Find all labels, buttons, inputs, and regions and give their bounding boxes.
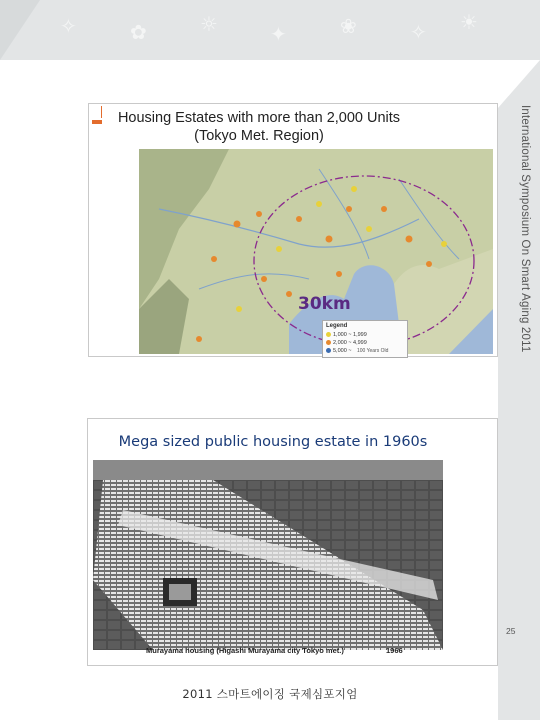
accent-tick [101,106,102,118]
map-marker [346,206,352,212]
distance-label: 30km [298,294,351,314]
decorative-icon: ✧ [410,20,427,44]
side-title: International Symposium On Smart Aging 2011 [519,105,531,353]
band-notch [498,60,540,108]
footer-title: 2011 스마트에이징 국제심포지엄 [182,687,358,701]
decorative-icon: ☀ [460,10,478,34]
map-marker [256,211,262,217]
map-marker [286,291,292,297]
map-panel [88,103,498,357]
map-marker [261,276,267,282]
map-legend [322,320,408,358]
photo-title: Mega sized public housing estate in 1960s [118,434,428,450]
page-number: 25 [506,626,516,636]
legend-row: 5,000 ~ [326,348,352,354]
photo-plaza-inner [169,584,191,600]
legend-dot-icon [326,340,331,345]
map-marker [316,201,322,207]
photo-panel [87,418,498,666]
map-marker [351,186,357,192]
top-band [0,0,540,60]
decorative-icon: ❀ [340,14,357,38]
legend-title: Legend [326,323,348,329]
map-marker [196,336,202,342]
photo-horizon [93,460,443,480]
aerial-photo [93,460,443,650]
map-marker [406,236,413,243]
legend-note: 100 Years Old [357,348,389,354]
map-marker [211,256,217,262]
map-marker [381,206,387,212]
legend-dot-icon [326,348,331,353]
decorative-icon: ☼ [200,12,218,36]
decorative-icon: ✦ [270,22,287,46]
map-marker [234,221,241,228]
accent-bar [92,120,102,124]
map-marker [326,236,333,243]
map-title-line1: Housing Estates with more than 2,000 Units [117,110,401,126]
legend-row: 2,000 ~ 4,999 [326,340,367,346]
photo-caption: Murayama housing (Higashi Murayama city Tokyo met.) [146,646,344,655]
map-marker [366,226,372,232]
map-marker [296,216,302,222]
photo-caption-year: 1966 [386,646,403,655]
legend-dot-icon [326,332,331,337]
map-marker [236,306,242,312]
decorative-icon: ✿ [130,20,147,44]
map-title-line2: (Tokyo Met. Region) [194,128,324,144]
map-title [109,109,409,145]
decorative-icon: ✧ [60,14,77,38]
map-marker [426,261,432,267]
map-marker [276,246,282,252]
legend-row: 1,000 ~ 1,999 [326,332,367,338]
map-marker [336,271,342,277]
map-marker [441,241,447,247]
tokyo-region-map [139,149,493,354]
